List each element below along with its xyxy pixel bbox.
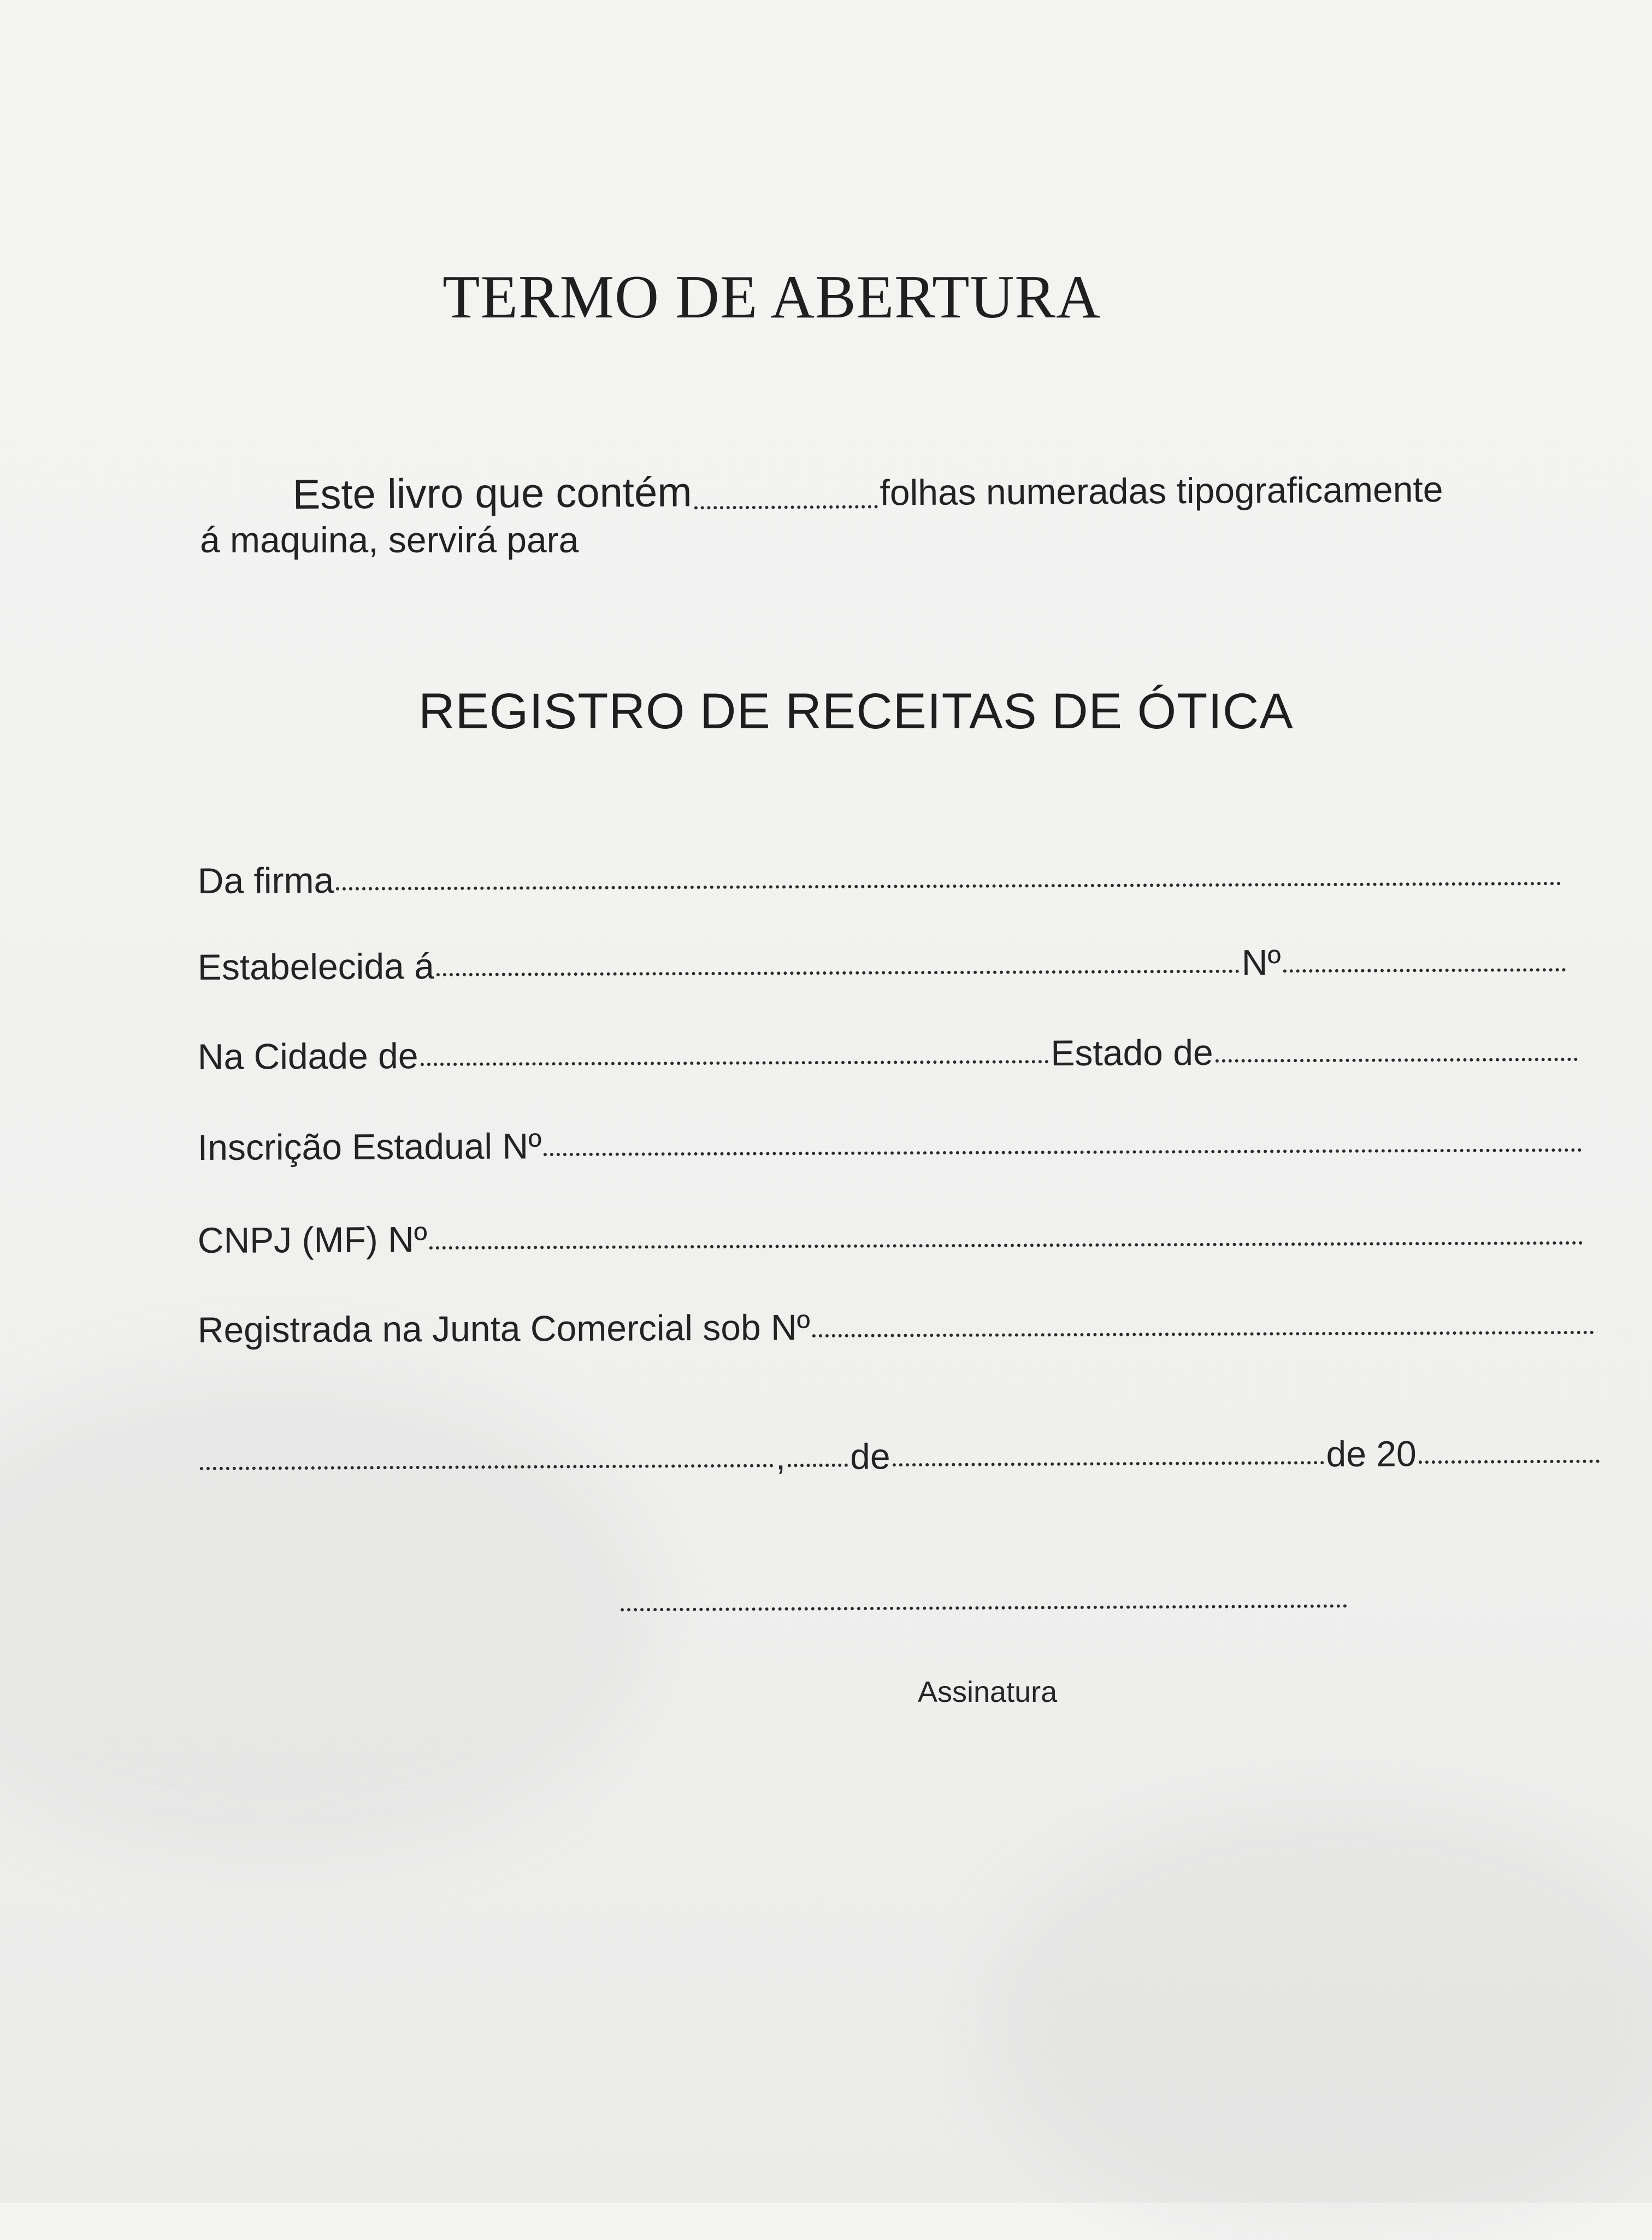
estabelecida-blank[interactable] bbox=[436, 970, 1240, 976]
sheet-count-blank[interactable] bbox=[694, 505, 878, 509]
field-junta bbox=[198, 1303, 1596, 1351]
estado-blank[interactable] bbox=[1216, 1058, 1578, 1063]
page-title: TERMO DE ABERTURA bbox=[442, 263, 1101, 331]
field-label-firma: Da firma bbox=[197, 859, 334, 901]
cidade-blank[interactable] bbox=[420, 1060, 1048, 1066]
inscricao-blank[interactable] bbox=[544, 1148, 1582, 1156]
date-year-blank[interactable] bbox=[1419, 1460, 1600, 1464]
field-label-cidade: Na Cidade de bbox=[197, 1035, 418, 1077]
document-subtitle: REGISTRO DE RECEITAS DE ÓTICA bbox=[418, 683, 1294, 739]
signature-label: Assinatura bbox=[918, 1676, 1058, 1708]
numero-blank[interactable] bbox=[1283, 968, 1566, 972]
field-label-junta: Registrada na Junta Comercial sob Nº bbox=[197, 1307, 810, 1350]
intro-suffix: folhas numeradas tipograficamente bbox=[880, 469, 1443, 513]
date-place-blank[interactable] bbox=[200, 1464, 774, 1470]
field-estabelecida bbox=[198, 940, 1568, 988]
firma-blank[interactable] bbox=[336, 882, 1561, 891]
date-year-label: de 20 bbox=[1326, 1433, 1417, 1475]
date-day-blank[interactable] bbox=[788, 1464, 848, 1467]
paper-shadow bbox=[983, 1803, 1652, 2240]
junta-blank[interactable] bbox=[812, 1331, 1594, 1337]
date-month-blank[interactable] bbox=[893, 1461, 1324, 1466]
field-label-estado: Estado de bbox=[1051, 1031, 1213, 1074]
field-label-estabelecida: Estabelecida á bbox=[197, 946, 434, 987]
date-de-label: de bbox=[849, 1436, 890, 1477]
date-line bbox=[198, 1432, 1602, 1481]
intro-line-2: á maquina, servirá para bbox=[200, 520, 579, 560]
intro-line-1 bbox=[292, 463, 1554, 518]
field-label-cnpj: CNPJ (MF) Nº bbox=[197, 1219, 428, 1260]
field-label-inscricao: Inscrição Estadual Nº bbox=[197, 1125, 542, 1168]
signature-line[interactable] bbox=[621, 1605, 1347, 1612]
field-cnpj bbox=[198, 1213, 1585, 1261]
field-inscricao bbox=[198, 1121, 1584, 1168]
field-cidade bbox=[198, 1030, 1580, 1077]
date-comma: , bbox=[775, 1436, 786, 1477]
cnpj-blank[interactable] bbox=[429, 1241, 1583, 1249]
field-label-numero: Nº bbox=[1241, 942, 1281, 983]
intro-prefix: Este livro que contém bbox=[292, 469, 692, 518]
field-firma bbox=[198, 854, 1564, 901]
